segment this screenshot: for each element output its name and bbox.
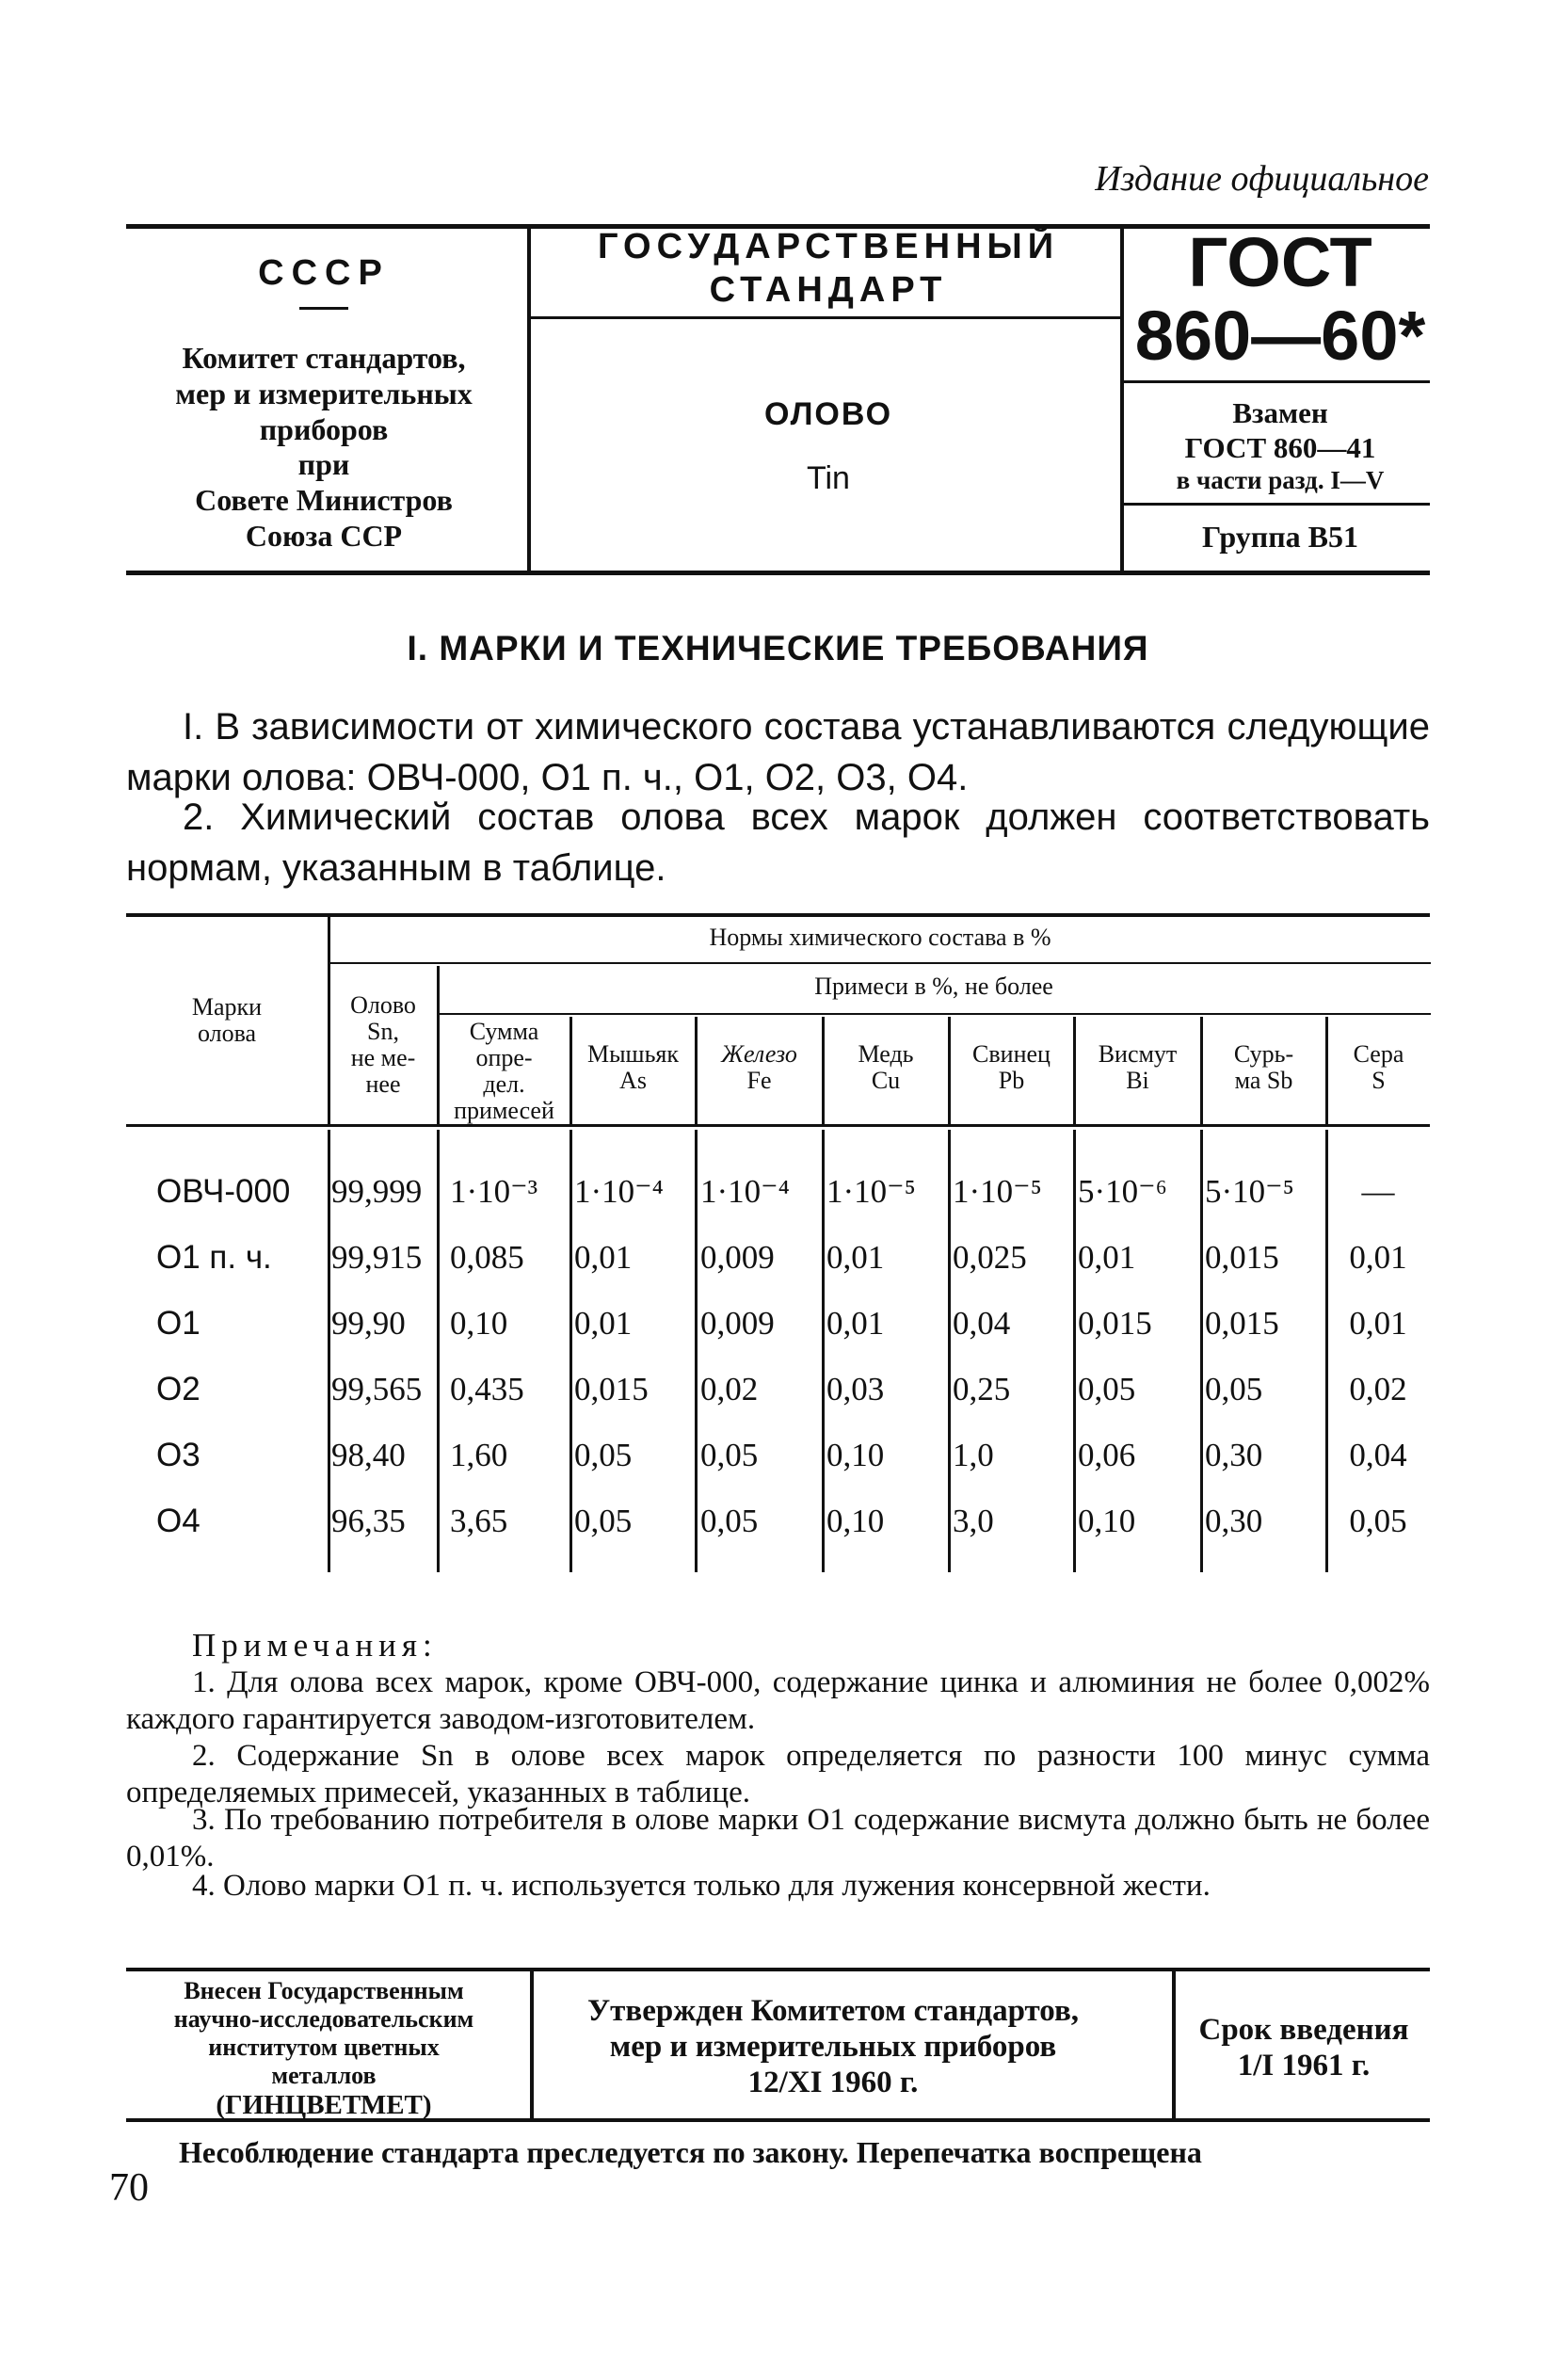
value-cell: 96,35 xyxy=(331,1503,406,1539)
value-cell: 0,01 xyxy=(1349,1239,1407,1276)
product-name-en: Tin xyxy=(807,460,850,496)
replaces-block xyxy=(1125,395,1436,496)
value-cell: 0,01 xyxy=(826,1305,885,1342)
value-cell: 1·10⁻⁵ xyxy=(826,1173,916,1210)
sub-header-line: Сера xyxy=(1353,1040,1404,1068)
tin-header-line: нее xyxy=(365,1070,401,1099)
header-right-rule-1 xyxy=(1124,380,1430,383)
table-impurities-rule xyxy=(437,1013,1431,1015)
sub-header-sum xyxy=(439,1019,569,1124)
value-cell: 0,10 xyxy=(826,1503,885,1539)
grade-cell: О1 п. ч. xyxy=(156,1239,272,1276)
value-cell: 0,05 xyxy=(574,1437,633,1473)
replaces-line: ГОСТ 860—41 xyxy=(1184,431,1376,465)
edition-label: Издание официальное xyxy=(1095,159,1429,199)
col-grade-header xyxy=(126,994,328,1047)
table-header-rule xyxy=(126,1124,1430,1127)
sub-header-line: Fe xyxy=(746,1067,772,1095)
sub-header-line: S xyxy=(1372,1067,1386,1095)
value-cell: 1·10⁻⁴ xyxy=(700,1173,790,1210)
table-vline xyxy=(437,1130,440,1572)
sub-header-line: ма Sb xyxy=(1234,1067,1293,1095)
value-cell: 3,0 xyxy=(953,1503,994,1539)
introduced-line: (ГИНЦВЕТМЕТ) xyxy=(216,2089,432,2120)
value-cell: 0,05 xyxy=(1205,1371,1263,1407)
sub-header-sb xyxy=(1202,1041,1325,1094)
value-cell: 1·10⁻⁵ xyxy=(953,1173,1042,1210)
committee-line: Союза ССР xyxy=(245,518,403,553)
value-cell: — xyxy=(1361,1173,1395,1210)
sub-header-line: дел. xyxy=(483,1070,525,1099)
value-cell: 0,025 xyxy=(953,1239,1027,1276)
effective-date-block xyxy=(1172,2013,1436,2084)
value-cell: 0,435 xyxy=(450,1371,524,1407)
table-vline xyxy=(1325,1130,1328,1572)
notes-title: Примечания: xyxy=(192,1627,438,1664)
note-item: 1. Для олова всех марок, кроме ОВЧ-000, содержание цинка и алюминия не более 0,002% каждого гарантируется заводом-изготовителем. xyxy=(126,1665,1430,1736)
grade-cell: О4 xyxy=(156,1503,201,1539)
approved-line: мер и измерительных приборов xyxy=(609,2029,1057,2064)
footer-top-rule xyxy=(126,1968,1430,1971)
value-cell: 0,009 xyxy=(700,1305,775,1342)
sub-header-line: Свинец xyxy=(972,1040,1051,1068)
product-name-ru: ОЛОВО xyxy=(763,396,893,432)
value-cell: 99,565 xyxy=(331,1371,423,1407)
note-item: 2. Содержание Sn в олове всех марок определяется по разности 100 минус сумма определяемых примесей, указанных в таблице. xyxy=(126,1739,1430,1809)
value-cell: 0,05 xyxy=(1349,1503,1407,1539)
tin-header-line: не ме- xyxy=(350,1044,416,1072)
value-cell: 0,02 xyxy=(700,1371,759,1407)
col-grade-line: Марки xyxy=(191,993,263,1021)
value-cell: 0,04 xyxy=(953,1305,1011,1342)
header-bottom-rule xyxy=(126,571,1430,575)
value-cell: 0,05 xyxy=(700,1503,759,1539)
grade-cell: ОВЧ-000 xyxy=(156,1173,291,1210)
table-vline xyxy=(1200,1130,1203,1572)
state-standard-line: ГОСУДАРСТВЕННЫЙ xyxy=(597,227,1060,266)
table-vline xyxy=(695,1130,698,1572)
note-item: 3. По требованию потребителя в олове марки О1 содержание висмута должно быть не более 0,01%. xyxy=(126,1803,1430,1873)
value-cell: 1·10⁻⁴ xyxy=(574,1173,664,1210)
value-cell: 0,015 xyxy=(1078,1305,1152,1342)
section-title: I. МАРКИ И ТЕХНИЧЕСКИЕ ТРЕБОВАНИЯ xyxy=(407,629,1149,667)
sub-header-line: Cu xyxy=(871,1067,901,1095)
value-cell: 0,03 xyxy=(826,1371,885,1407)
value-cell: 1,60 xyxy=(450,1437,508,1473)
sub-header-cu xyxy=(824,1041,948,1094)
value-cell: 0,10 xyxy=(1078,1503,1136,1539)
header-mid-rule xyxy=(531,316,1120,319)
sub-header-line: Висмут xyxy=(1098,1040,1178,1068)
gost-code-line: 860—60* xyxy=(1134,296,1426,375)
value-cell: 0,25 xyxy=(953,1371,1011,1407)
value-cell: 0,05 xyxy=(700,1437,759,1473)
sub-header-line: As xyxy=(619,1067,647,1095)
group-label: Группа В51 xyxy=(1202,520,1358,554)
value-cell: 0,009 xyxy=(700,1239,775,1276)
introduced-by-block xyxy=(126,1977,521,2121)
committee-line: Совете Министров xyxy=(195,483,453,517)
col-grade-line: олова xyxy=(197,1020,257,1048)
value-cell: 0,10 xyxy=(450,1305,508,1342)
page-number: 70 xyxy=(109,2166,149,2210)
table-vline xyxy=(569,1130,572,1572)
value-cell: 5·10⁻⁶ xyxy=(1078,1173,1167,1210)
state-standard-line: СТАНДАРТ xyxy=(709,269,948,310)
value-cell: 1·10⁻³ xyxy=(450,1173,538,1210)
state-standard-title xyxy=(537,226,1120,312)
value-cell: 1,0 xyxy=(953,1437,994,1473)
introduced-line: институтом цветных xyxy=(208,2033,440,2061)
value-cell: 0,015 xyxy=(1205,1305,1279,1342)
impurities-header: Примеси в %, не более xyxy=(814,973,1053,1000)
table-norms-rule xyxy=(329,962,1431,964)
replaces-line: в части разд. I—V xyxy=(1176,466,1385,495)
value-cell: 0,01 xyxy=(1078,1239,1136,1276)
committee-block xyxy=(126,341,521,555)
value-cell: 0,30 xyxy=(1205,1437,1263,1473)
replaces-line: Взамен xyxy=(1232,396,1328,429)
norms-header: Нормы химического состава в % xyxy=(709,924,1051,951)
value-cell: 0,015 xyxy=(1205,1239,1279,1276)
grade-cell: О3 xyxy=(156,1437,201,1473)
value-cell: 0,06 xyxy=(1078,1437,1136,1473)
value-cell: 0,30 xyxy=(1205,1503,1263,1539)
introduced-line: металлов xyxy=(271,2061,377,2089)
sub-header-s xyxy=(1327,1041,1430,1094)
sub-header-as xyxy=(571,1041,695,1094)
introduced-line: научно-исследовательским xyxy=(173,2004,474,2033)
note-item: 4. Олово марки О1 п. ч. используется только для лужения консервной жести. xyxy=(192,1869,1211,1903)
sub-header-line: опре- xyxy=(475,1044,533,1072)
committee-line: приборов xyxy=(259,411,389,446)
committee-line: мер и измерительных xyxy=(175,376,473,410)
value-cell: 99,999 xyxy=(331,1173,423,1210)
value-cell: 5·10⁻⁵ xyxy=(1205,1173,1294,1210)
header-divider-left xyxy=(527,224,531,574)
approved-by-block xyxy=(546,1994,1120,2101)
gost-code-line: ГОСТ xyxy=(1188,223,1372,301)
table-vline xyxy=(328,1130,330,1572)
table-vline xyxy=(948,1130,951,1572)
table-top-rule xyxy=(126,913,1430,917)
value-cell: 0,01 xyxy=(826,1239,885,1276)
value-cell: 99,90 xyxy=(331,1305,406,1342)
sub-header-line: Мышьяк xyxy=(586,1040,680,1068)
sub-header-line: Pb xyxy=(998,1067,1025,1095)
gost-code xyxy=(1125,223,1436,375)
law-notice: Несоблюдение стандарта преследуется по закону. Перепечатка воспрещена xyxy=(179,2135,1202,2169)
grade-cell: О2 xyxy=(156,1371,201,1407)
sub-header-line: Железо xyxy=(721,1040,797,1068)
sub-header-line: Медь xyxy=(858,1040,914,1068)
tin-header xyxy=(329,992,437,1098)
ussr-dash xyxy=(299,307,348,310)
footer-divider-left xyxy=(530,1971,534,2118)
sub-header-line: Сумма xyxy=(469,1018,539,1045)
header-right-rule-2 xyxy=(1124,503,1430,506)
value-cell: 0,02 xyxy=(1349,1371,1407,1407)
committee-line: при xyxy=(297,447,350,482)
sub-header-line: Сурь- xyxy=(1233,1040,1294,1068)
grade-cell: О1 xyxy=(156,1305,201,1342)
value-cell: 0,01 xyxy=(574,1239,633,1276)
committee-line: Комитет стандартов, xyxy=(182,341,466,375)
value-cell: 99,915 xyxy=(331,1239,423,1276)
value-cell: 0,10 xyxy=(826,1437,885,1473)
value-cell: 0,05 xyxy=(1078,1371,1136,1407)
value-cell: 0,01 xyxy=(574,1305,633,1342)
value-cell: 0,04 xyxy=(1349,1437,1407,1473)
approved-line: Утвержден Комитетом стандартов, xyxy=(586,1994,1080,2028)
sub-header-bi xyxy=(1075,1041,1200,1094)
table-vline xyxy=(822,1130,825,1572)
ussr-label: СССР xyxy=(258,253,390,293)
sub-header-line: примесей xyxy=(454,1097,554,1125)
table-vline xyxy=(1073,1130,1076,1572)
paragraph-2: 2. Химический состав олова всех марок должен соответствовать нормам, указанным в таблице. xyxy=(126,796,1430,889)
sub-header-fe xyxy=(697,1041,822,1094)
sub-header-pb xyxy=(950,1041,1073,1094)
tin-header-line: Олово xyxy=(350,991,416,1019)
value-cell: 0,085 xyxy=(450,1239,524,1276)
approved-line: 12/XI 1960 г. xyxy=(747,2065,919,2099)
value-cell: 0,05 xyxy=(574,1503,633,1539)
value-cell: 0,015 xyxy=(574,1371,649,1407)
effective-line: Срок введения xyxy=(1198,2013,1409,2047)
tin-header-line: Sn, xyxy=(367,1018,399,1046)
effective-line: 1/I 1961 г. xyxy=(1237,2048,1371,2082)
value-cell: 0,01 xyxy=(1349,1305,1407,1342)
paragraph-1: I. В зависимости от химического состава устанавливаются следующие марки олова: ОВЧ-000, О1 п. ч., О1, О2, О3, О4. xyxy=(126,706,1430,798)
value-cell: 98,40 xyxy=(331,1437,406,1473)
sub-header-line: Bi xyxy=(1126,1067,1149,1095)
header-divider-right xyxy=(1120,224,1124,574)
value-cell: 3,65 xyxy=(450,1503,508,1539)
introduced-line: Внесен Государственным xyxy=(184,1977,464,2004)
